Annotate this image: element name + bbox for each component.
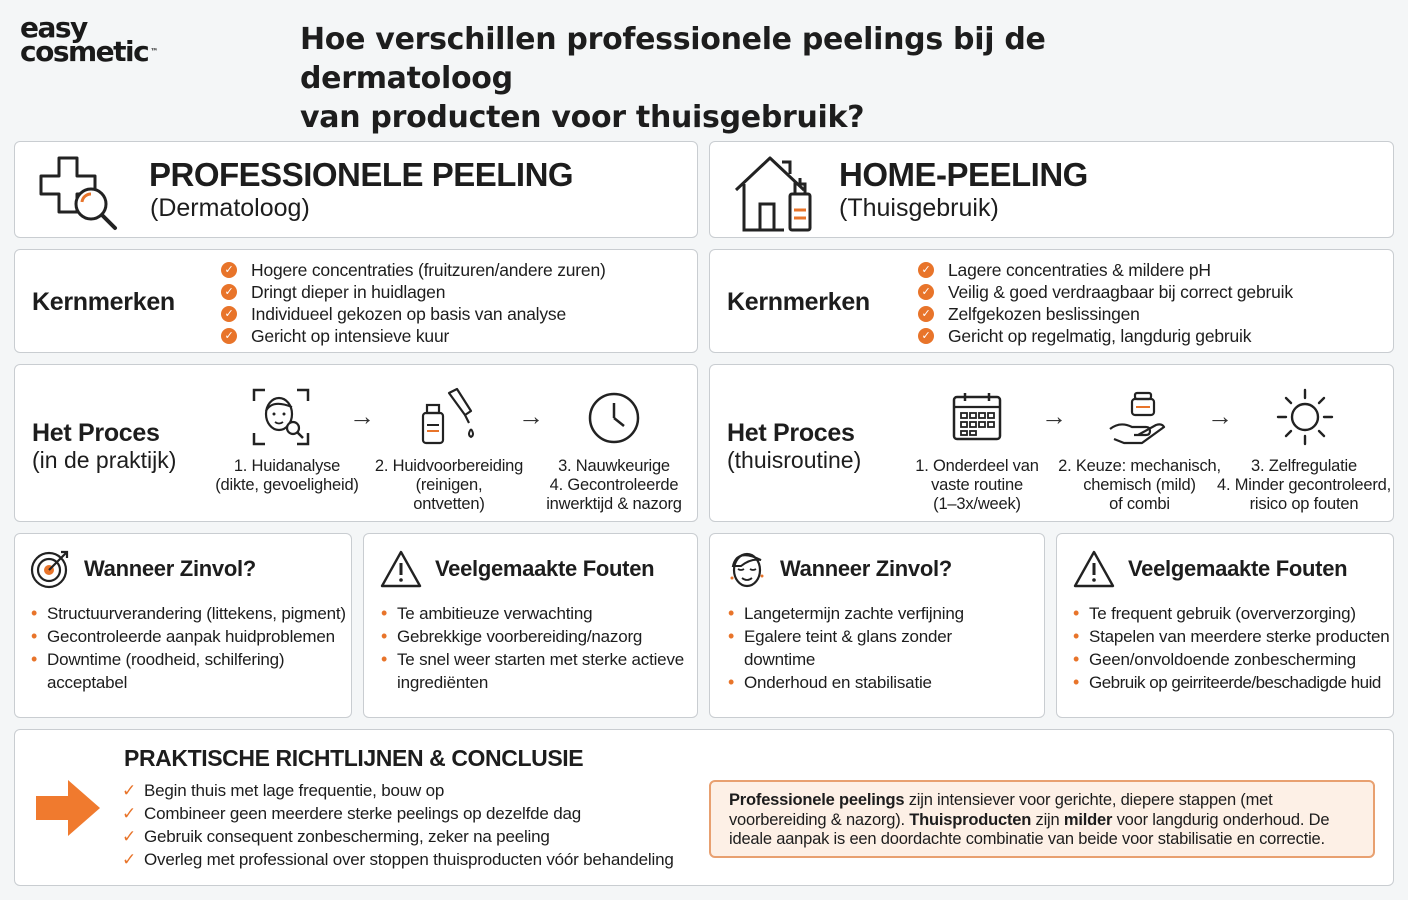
home-subheading: (Thuisgebruik) xyxy=(839,194,999,222)
arrow-right-icon: → xyxy=(518,401,544,431)
summary-bold-2: Thuisproducten xyxy=(909,810,1032,829)
face-icon xyxy=(726,546,768,592)
home-kernmerken-card xyxy=(709,249,1394,353)
summary-bold-1: Professionele peelings xyxy=(729,791,905,809)
process-step-1: 1. Onderdeel van vaste routine (1–3x/week) xyxy=(915,457,1039,513)
fouten-title: Veelgemaakte Fouten xyxy=(435,556,655,581)
hand-cream-jar-icon xyxy=(1108,389,1170,445)
home-wanneer-card xyxy=(709,533,1045,718)
list-item: ✓ Begin thuis met lage frequentie, bouw op xyxy=(122,779,674,802)
professional-fouten-card xyxy=(363,533,698,718)
list-item: ✓ Hogere concentraties (fruitzuren/andere zuren) xyxy=(221,259,606,281)
target-icon xyxy=(29,548,71,590)
page-title-line2: van producten voor thuisgebruik? xyxy=(300,100,865,135)
arrow-right-icon: → xyxy=(349,401,375,431)
check-icon: ✓ xyxy=(221,328,237,344)
list-item: • Te snel weer starten met sterke actieve ingrediënten xyxy=(381,648,693,694)
list-item: ✓ Dringt dieper in huidlagen xyxy=(221,281,606,303)
list-item: • Langetermijn zachte verfijning xyxy=(728,602,1028,625)
list-item: • Downtime (roodheid, schilfering) acceptabel xyxy=(31,648,347,694)
process-step-2: 2. Keuze: mechanisch, chemisch (mild) of combi xyxy=(1058,457,1221,513)
check-icon: ✓ xyxy=(221,262,237,278)
face-scan-icon xyxy=(251,387,311,447)
professional-proces-card xyxy=(14,364,698,522)
check-icon: ✓ xyxy=(918,306,934,322)
arrow-right-icon: → xyxy=(1207,401,1233,431)
process-step-2: 2. Huidvoorbereiding (reinigen, ontvetten) xyxy=(374,457,524,513)
proces-label: Het Proces xyxy=(727,419,855,447)
home-wanneer-list xyxy=(728,602,1028,694)
professional-kernmerken-card xyxy=(14,249,698,353)
page-title xyxy=(300,20,1260,137)
check-icon: ✓ xyxy=(918,328,934,344)
conclusion-guidelines-list xyxy=(122,779,674,871)
brand-line1: easy xyxy=(20,11,87,44)
list-item: • Te ambitieuze verwachting xyxy=(381,602,693,625)
list-item: • Gecontroleerde aanpak huidproblemen xyxy=(31,625,347,648)
kernmerken-label: Kernmerken xyxy=(32,288,175,316)
arrow-right-icon: → xyxy=(1041,401,1067,431)
brand-logo xyxy=(20,11,159,68)
list-item: • Te frequent gebruik (oververzorging) xyxy=(1073,602,1393,625)
summary-bold-3: milder xyxy=(1063,810,1113,829)
professional-header-card xyxy=(14,141,698,238)
warning-icon xyxy=(1073,550,1115,588)
proces-sublabel: (in de praktijk) xyxy=(32,447,177,473)
home-fouten-list xyxy=(1073,602,1393,694)
check-icon: ✓ xyxy=(918,262,934,278)
list-item: ✓ Overleg met professional over stoppen thuisproducten vóór behandeling xyxy=(122,848,674,871)
list-item: • Stapelen van meerdere sterke producten xyxy=(1073,625,1393,648)
medical-cross-magnifier-icon xyxy=(37,156,119,232)
kernmerken-label: Kernmerken xyxy=(727,288,870,316)
home-header-card xyxy=(709,141,1394,238)
list-item: ✓ Zelfgekozen beslissingen xyxy=(918,303,1293,325)
check-icon: ✓ xyxy=(221,306,237,322)
list-item: ✓ Lagere concentraties & mildere pH xyxy=(918,259,1293,281)
check-icon: ✓ xyxy=(221,284,237,300)
sun-icon xyxy=(1275,387,1335,447)
professional-wanneer-list xyxy=(31,602,347,694)
dropper-bottle-icon xyxy=(419,387,479,447)
list-item: • Structuurverandering (littekens, pigment) xyxy=(31,602,347,625)
professional-fouten-list xyxy=(381,602,693,694)
list-item: • Gebrekkige voorbereiding/nazorg xyxy=(381,625,693,648)
list-item: ✓ Gericht op regelmatig, langdurig gebruik xyxy=(918,325,1293,347)
conclusion-title: PRAKTISCHE RICHTLIJNEN & CONCLUSIE xyxy=(124,745,584,771)
wanneer-title: Wanneer Zinvol? xyxy=(780,556,952,581)
proces-label: Het Proces xyxy=(32,419,160,447)
warning-icon xyxy=(380,550,422,588)
check-icon: ✓ xyxy=(918,284,934,300)
clock-icon xyxy=(587,391,641,445)
proces-sublabel: (thuisroutine) xyxy=(727,447,862,473)
list-item: ✓ Individueel gekozen op basis van analyse xyxy=(221,303,606,325)
professional-kernmerken-list xyxy=(221,259,606,347)
fouten-title: Veelgemaakte Fouten xyxy=(1128,556,1348,581)
professional-heading: PROFESSIONELE PEELING xyxy=(149,156,574,193)
list-item: • Gebruik op geirriteerde/beschadigde huid xyxy=(1073,671,1393,694)
house-bottle-icon xyxy=(732,152,816,234)
conclusion-summary-box: Professionele peelings zijn intensiever voor gerichte, diepere stappen (met voorbereiding & nazorg). Thuisproducten zijn milder voor langdurig onderhoud. De ideale aanpak is een doordachte combinatie van beide voor stabilisatie en correctie. xyxy=(709,780,1375,858)
home-proces-card xyxy=(709,364,1394,522)
list-item: ✓ Combineer geen meerdere sterke peelings op dezelfde dag xyxy=(122,802,674,825)
brand-line2: cosmetic xyxy=(20,35,149,68)
list-item: ✓ Veilig & goed verdraagbaar bij correct gebruik xyxy=(918,281,1293,303)
calendar-icon xyxy=(951,391,1003,443)
list-item: • Geen/onvoldoende zonbescherming xyxy=(1073,648,1393,671)
trademark: ™ xyxy=(150,47,159,56)
list-item: ✓ Gericht op intensieve kuur xyxy=(221,325,606,347)
professional-wanneer-card xyxy=(14,533,352,718)
home-kernmerken-list xyxy=(918,259,1293,347)
list-item: • Onderhoud en stabilisatie xyxy=(728,671,1028,694)
process-step-3: 3. Nauwkeurige 4. Gecontroleerde inwerktijd & nazorg xyxy=(546,457,682,513)
list-item: • Egalere teint & glans zonder downtime xyxy=(728,625,968,671)
list-item: ✓ Gebruik consequent zonbescherming, zeker na peeling xyxy=(122,825,674,848)
arrow-right-icon xyxy=(34,778,102,838)
wanneer-title: Wanneer Zinvol? xyxy=(84,556,256,581)
process-step-1: 1. Huidanalyse (dikte, gevoeligheid) xyxy=(215,457,359,494)
page-title-line1: Hoe verschillen professionele peelings bij de dermatoloog xyxy=(300,22,1046,96)
home-heading: HOME-PEELING xyxy=(839,156,1088,193)
home-fouten-card xyxy=(1056,533,1394,718)
professional-subheading: (Dermatoloog) xyxy=(150,194,310,222)
process-step-3: 3. Zelfregulatie 4. Minder gecontroleerd, risico op fouten xyxy=(1216,457,1392,513)
